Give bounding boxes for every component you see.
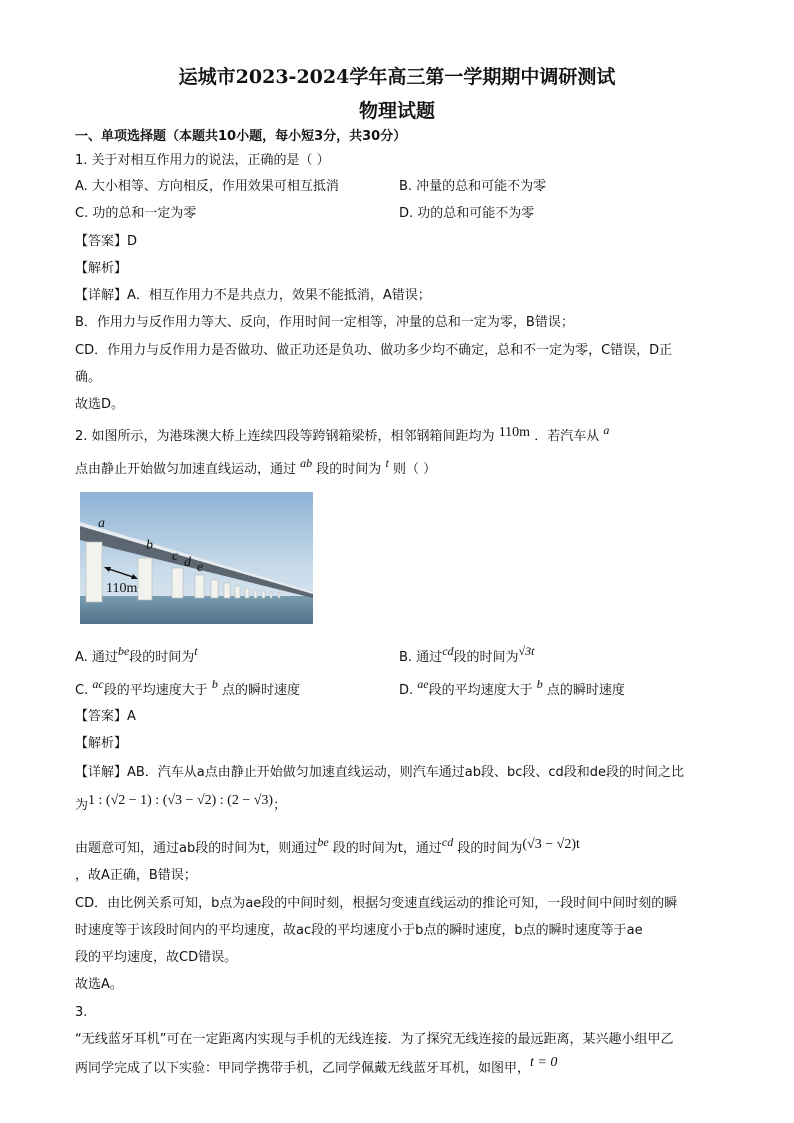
- q2-option-d-text: D.: [399, 683, 414, 698]
- q2-option-b-text: 段的时间为: [453, 650, 519, 665]
- q1-conclusion: 故选D。: [75, 397, 125, 412]
- q2-detail-line: CD．由比例关系可知，b点为ae段的中间时刻，根据匀变速直线运动的推论可知，一段时间中间时刻的瞬: [75, 896, 678, 911]
- q2-distance: 110m: [498, 425, 531, 440]
- q1-option-a: A. 大小相等、方向相反，作用效果可相互抵消: [75, 179, 339, 194]
- q2-detail-text: 为: [75, 798, 89, 813]
- q2-detail-text: 段的时间为: [457, 841, 523, 856]
- q2-detail-text: ；: [273, 798, 287, 813]
- q2-option-a-text: A. 通过: [75, 650, 118, 665]
- q2-stem-text: 点由静止开始做匀加速直线运动，通过: [75, 462, 297, 477]
- exam-title: 运城市2023-2024学年高三第一学期期中调研测试: [178, 66, 616, 88]
- q2-stem-text: ．若汽车从: [534, 429, 600, 444]
- q3-stem-text: 两同学完成了以下实验：甲同学携带手机，乙同学佩戴无线蓝牙耳机，如图甲，: [75, 1061, 531, 1076]
- q3-number: 3.: [75, 1005, 88, 1020]
- q2-option-a-t: t: [194, 644, 198, 658]
- q2-option-c-text: 点的瞬时速度: [221, 683, 300, 698]
- bridge-label-b: b: [146, 538, 153, 553]
- q2-option-a-text: 段的时间为: [129, 650, 195, 665]
- q2-option-c: [75, 677, 300, 700]
- q2-detail-line: [75, 835, 580, 858]
- bridge-label-a: a: [98, 516, 105, 531]
- q2-analysis-label: 【解析】: [75, 736, 128, 751]
- q1-option-d: D. 功的总和可能不为零: [399, 206, 535, 221]
- q2-var-cd: cd: [441, 835, 454, 849]
- q2-option-d-b: b: [536, 677, 543, 691]
- q2-option-c-var: ac: [92, 677, 104, 691]
- q2-var-t: t: [385, 456, 389, 470]
- q3-stem-line2: [75, 1055, 558, 1078]
- q2-conclusion: 故选A。: [75, 977, 123, 992]
- exam-subtitle: 物理试题: [358, 100, 435, 122]
- bridge-label-e: e: [197, 560, 204, 575]
- q2-cd-time: (√3 − √2)t: [522, 837, 580, 852]
- q2-var-be: be: [317, 835, 329, 849]
- q2-stem-text: 段的时间为: [316, 462, 382, 477]
- q2-answer: 【答案】A: [75, 709, 136, 724]
- q1-detail-line: 【详解】A．相互作用力不是共点力，效果不能抵消，A错误；: [75, 288, 431, 303]
- q2-option-c-text: C.: [75, 683, 89, 698]
- q2-stem-line2: [75, 456, 437, 479]
- q2-detail-line: 【详解】AB．汽车从a点由静止开始做匀加速直线运动，则汽车通过ab段、bc段、cd段和de段的时间之比: [75, 765, 685, 780]
- q2-option-d-text: 段的平均速度大于: [428, 683, 533, 698]
- q1-detail-line: B．作用力与反作用力等大、反向，作用时间一定相等，冲量的总和一定为零，B错误；: [75, 315, 574, 330]
- q2-option-b: [399, 644, 535, 667]
- q2-stem-text: 则（ ）: [392, 462, 437, 477]
- q1-stem: 1. 关于对相互作用力的说法，正确的是（ ）: [75, 153, 330, 168]
- q2-option-b-text: B. 通过: [399, 650, 443, 665]
- q1-detail-line: 确。: [75, 370, 102, 385]
- q2-option-d-var: ae: [417, 677, 429, 691]
- q2-option-d: [399, 677, 625, 700]
- q2-var-ab: ab: [300, 456, 313, 470]
- q2-detail-line: ，故A正确，B错误；: [75, 868, 197, 883]
- q2-option-a: [75, 644, 198, 667]
- q2-detail-line: 时速度等于该段时间内的平均速度，故ac段的平均速度小于b点的瞬时速度，b点的瞬时速度等于ae: [75, 923, 643, 938]
- q2-option-c-b: b: [211, 677, 218, 691]
- q1-answer: 【答案】D: [75, 234, 138, 249]
- q2-option-a-var: be: [117, 644, 130, 658]
- q2-detail-ratio-line: [75, 793, 287, 815]
- section-heading: 一、单项选择题（本题共10小题，每小短3分，共30分）: [75, 129, 407, 144]
- q1-option-b: B. 冲量的总和可能不为零: [399, 179, 547, 194]
- q1-detail-line: CD．作用力与反作用力是否做功、做正功还是负功、做功多少均不确定，总和不一定为零，C错误，D正: [75, 343, 673, 358]
- q2-stem-line1: [75, 423, 610, 446]
- q3-stem-line1: “无线蓝牙耳机”可在一定距离内实现与手机的无线连接．为了探究无线连接的最远距离，某兴趣小组甲乙: [75, 1032, 674, 1047]
- q2-detail-text: 段的时间为t，通过: [332, 841, 442, 856]
- bridge-distance-label: 110m: [106, 581, 138, 596]
- q1-option-c: C. 功的总和一定为零: [75, 206, 197, 221]
- q2-detail-line: 段的平均速度，故CD错误。: [75, 950, 238, 965]
- bridge-label-d: d: [184, 555, 191, 570]
- q3-time-zero: t = 0: [530, 1055, 558, 1070]
- q2-option-d-text: 点的瞬时速度: [546, 683, 625, 698]
- q2-time-ratio: 1 : (√2 − 1) : (√3 − √2) : (2 − √3): [88, 793, 274, 808]
- q2-option-b-var: cd: [442, 644, 454, 658]
- q2-var-a: a: [603, 423, 610, 437]
- q2-detail-text: 由题意可知，通过ab段的时间为t，则通过: [75, 841, 318, 856]
- bridge-label-c: c: [172, 549, 179, 564]
- q2-stem-text: 2. 如图所示，为港珠澳大桥上连续四段等跨钢箱梁桥，相邻钢箱间距均为: [75, 429, 495, 444]
- bridge-photo: [80, 492, 313, 624]
- q1-analysis-label: 【解析】: [75, 261, 128, 276]
- q2-option-c-text: 段的平均速度大于: [103, 683, 208, 698]
- q2-option-b-value: √3t: [518, 644, 535, 658]
